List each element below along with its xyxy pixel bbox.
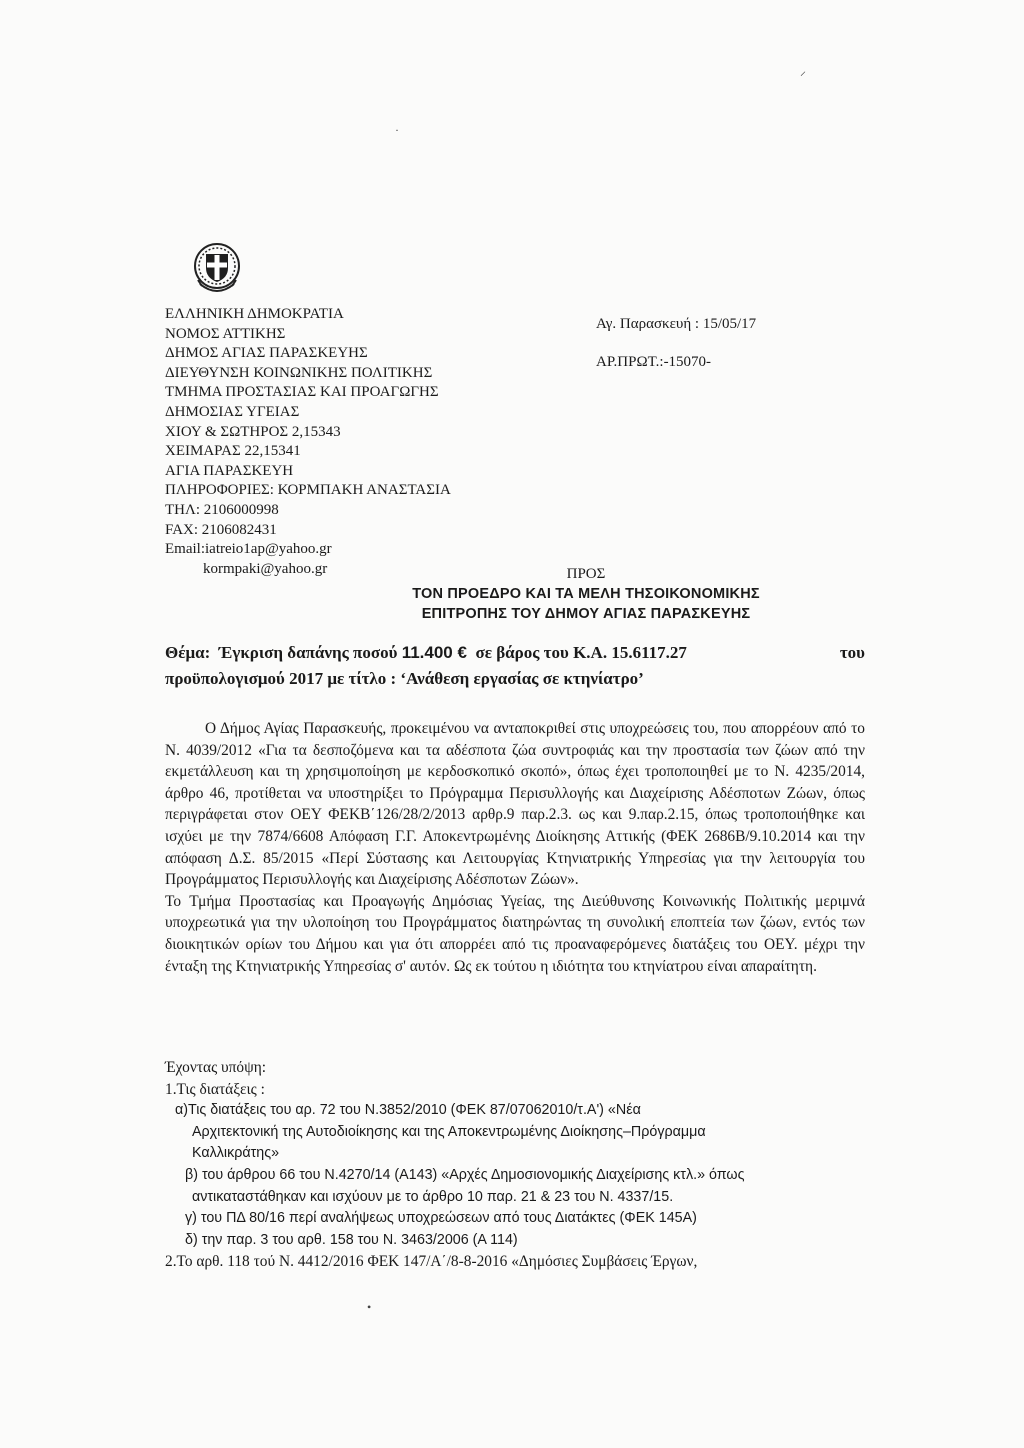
sender-line: ΔΙΕΥΘΥΝΣΗ ΚΟΙΝΩΝΙΚΗΣ ΠΟΛΙΤΙΚΗΣ (165, 364, 433, 381)
recipient-to-label: ΠΡΟΣ (566, 566, 606, 582)
considering-item-2: 2.Το αρθ. 118 τού Ν. 4412/2016 ΦΕΚ 147/Α΄/8-8-2016 «Δημόσιες Συμβάσεις Έργων, (165, 1253, 698, 1271)
sender-block (165, 305, 451, 579)
sender-line: ΑΓΙΑ ΠΑΡΑΣΚΕΥΗ (165, 462, 294, 479)
considering-item-1: 1.Τις διατάξεις : (165, 1080, 265, 1098)
sender-fax: FAX: 2106082431 (165, 521, 277, 538)
item-d-line: δ) την παρ. 3 του αρθ. 158 του Ν. 3463/2006 (Α 114) (185, 1231, 518, 1248)
paragraph-1: Ο Δήμος Αγίας Παρασκευής, προκειμένου να ανταποκριθεί στις υποχρεώσεις του, που απορρέουν από το Ν. 4039/2012 «Για τα δεσποζόμενα και τα αδέσποτα ζώα συντροφιάς και την προστασία των ζώων από την εκμετάλλευση και τη χρησιμοποίηση με κερδοσκοπικό σκοπό», όπως έχει τροποποιηθεί με το Ν. 4235/2014, άρθρο 46, προτίθεται να υποστηρίξει το Πρόγραμμα Περισυλλογής και Διαχείρισης Αδέσποτων Ζώων, όπως περιγράφεται στον ΟΕΥ ΦΕΚΒ΄126/28/2/2013 αρθρ.9 παρ.2.3. ως και 9.παρ.2.15, όπως τροποποιήθηκε και ισχύει με την 7874/6608 Απόφαση Γ.Γ. Αποκεντρωμένης Διοίκησης Αττικής (ΦΕΚ 2686Β/9.10.2014 και την απόφαση Δ.Σ. 85/2015 «Περί Σύστασης και Λειτουργίας Κτηνιατρικής Υπηρεσίας για την λειτουργία του Προγράμματος Περισυλλογής και Διαχείρισης Αδέσποτων Ζώων». (165, 720, 865, 889)
sender-line: ΝΟΜΟΣ ΑΤΤΙΚΗΣ (165, 325, 286, 342)
subject-block (165, 640, 865, 692)
scan-speck: ⸝ (800, 64, 807, 78)
sender-email: Email:iatreio1ap@yahoo.gr (165, 541, 332, 558)
item-a-line-3: Καλλικράτης» (192, 1145, 280, 1162)
date-protocol-block (596, 305, 756, 381)
protocol-number: ΑΡ.ΠΡΩΤ.:-15070- (596, 354, 712, 370)
recipient-block (390, 564, 782, 624)
sender-line: ΠΛΗΡΟΦΟΡΙΕΣ: ΚΟΡΜΠΑΚΗ ΑΝΑΣΤΑΣΙΑ (165, 482, 451, 499)
item-b-line-1: β) του άρθρου 66 του Ν.4270/14 (Α143) «Αρχές Δημοσιονομικής Διαχείρισης κτλ.» όπως (185, 1166, 745, 1183)
sender-line: ΧΙΟΥ & ΣΩΤΗΡΟΣ 2,15343 (165, 423, 341, 440)
item-b-line-2: αντικαταστάθηκαν και ισχύουν με το άρθρο 10 παρ. 21 & 23 του Ν. 4337/15. (192, 1188, 674, 1205)
sender-line: ΧΕΙΜΑΡΑΣ 22,15341 (165, 443, 301, 460)
recipient-line-1: ΤΟΝ ΠΡΟΕΔΡΟ ΚΑΙ ΤΑ ΜΕΛΗ ΤΗΣΟΙΚΟΝΟΜΙΚΗΣ (412, 586, 760, 602)
sender-phone: ΤΗΛ: 2106000998 (165, 501, 279, 518)
scan-speck: • (367, 1300, 372, 1314)
subject-text-2: σε βάρος του Κ.Α. 15.6117.27 (475, 643, 687, 662)
greek-coat-of-arms-icon (192, 240, 242, 302)
item-c-line: γ) του ΠΔ 80/16 περί αναλήψεως υποχρεώσεων από τους Διατάκτες (ΦΕΚ 145Α) (185, 1210, 697, 1227)
subject-text-1: Έγκριση δαπάνης ποσού (218, 643, 398, 662)
paragraph-2: Το Τμήμα Προστασίας και Προαγωγής Δημόσιας Υγείας, της Διεύθυνσης Κοινωνικής Πολιτικής μεριμνά υποχρεωτικά για την υλοποίηση του Προγράμματος διατηρώντας τη συνολική εποπτεία των ζώων, εντός των διοικητικών ορίων του Δήμου και για ότι απορρέει από τις προαναφερόμενες διατάξεις του ΟΕΥ. μέχρι την ένταξη της Κτηνιατρικής Υπηρεσίας σ' αυτόν. Ως εκ τούτου η ιδιότητα του κτηνίατρου είναι απαραίτητη. (165, 892, 865, 975)
sender-email-2: kormpaki@yahoo.gr (203, 560, 328, 577)
subject-text-3: του (839, 643, 865, 662)
sender-line: ΔΗΜΟΣ ΑΓΙΑΣ ΠΑΡΑΣΚΕΥΗΣ (165, 345, 368, 362)
sender-line: ΔΗΜΟΣΙΑΣ ΥΓΕΙΑΣ (165, 403, 300, 420)
recipient-line-2: ΕΠΙΤΡΟΠΗΣ ΤΟΥ ΔΗΜΟΥ ΑΓΙΑΣ ΠΑΡΑΣΚΕΥΗΣ (421, 606, 751, 622)
body-text (165, 718, 865, 977)
subject-label: Θέμα: (165, 643, 211, 662)
item-a-line-1: α)Τις διατάξεις του αρ. 72 του Ν.3852/2010 (ΦΕΚ 87/07062010/τ.Α') «Νέα (175, 1102, 641, 1119)
document-date: Αγ. Παρασκευή : 15/05/17 (596, 316, 757, 332)
scan-speck: · (395, 123, 399, 137)
sender-line: ΕΛΛΗΝΙΚΗ ΔΗΜΟΚΡΑΤΙΑ (165, 306, 344, 322)
subject-amount: 11.400 € (401, 643, 467, 662)
subject-line-2: προϋπολογισμού 2017 με τίτλο : ‘Ανάθεση εργασίας σε κτηνίατρο’ (165, 669, 644, 688)
considering-heading: Έχοντας υπόψη: (165, 1059, 267, 1076)
considering-block (165, 1057, 865, 1273)
sender-line: ΤΜΗΜΑ ΠΡΟΣΤΑΣΙΑΣ ΚΑΙ ΠΡΟΑΓΩΓΗΣ (165, 384, 439, 401)
item-a-line-2: Αρχιτεκτονική της Αυτοδιοίκησης και της Αποκεντρωμένης Διοίκησης–Πρόγραμμα (192, 1123, 706, 1140)
